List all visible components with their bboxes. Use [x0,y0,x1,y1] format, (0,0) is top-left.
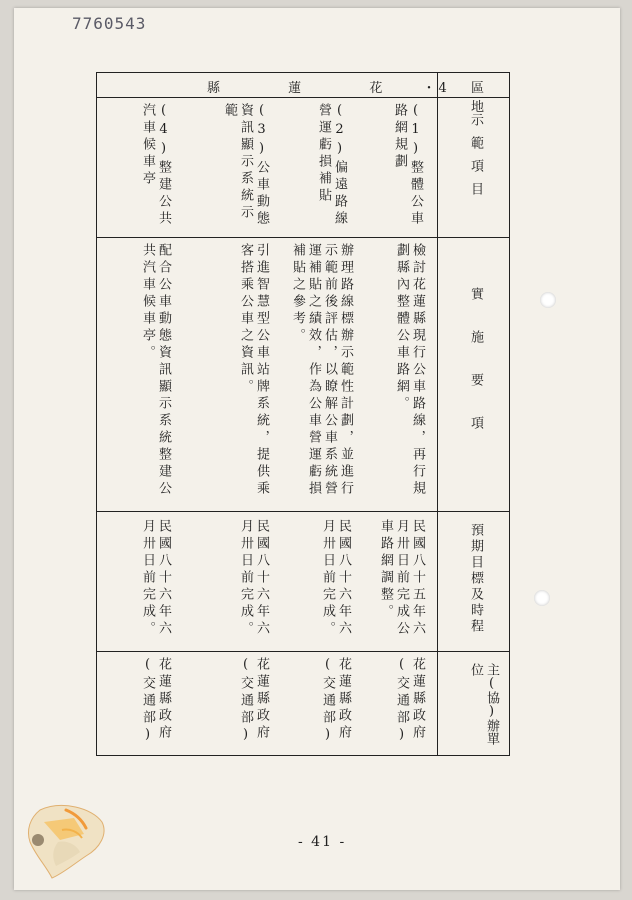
table-rule [97,511,509,512]
document-id: 7760543 [72,14,147,33]
table-rule [97,97,509,98]
project-implementation: 檢討花蓮縣現行公車路線，再行規劃縣內整體公車路網。 [394,243,425,498]
row-label-timeline: 預期目標及時程 [468,523,483,635]
project-timeline: 民國八十六年六月卅日前完成。 [140,519,171,638]
project-implementation: 配合公車動態資訊顯示系統整建公共汽車候車亭。 [140,243,171,498]
project-responsible: 花蓮縣政府(交通部) [320,657,351,746]
page-number: - 41 - [298,834,347,850]
project-responsible: 花蓮縣政府(交通部) [394,657,425,746]
row-label-items: 示範項目 [468,113,483,205]
table-rule [97,651,509,652]
project-item: (4)整建公共汽車候車亭 [140,103,171,228]
project-item: (3)公車動態資訊顯示系統示範 [222,103,269,228]
project-item: (2)偏遠路線營運虧損補貼 [316,103,347,228]
project-implementation: 引進智慧型公車站牌系統，提供乘客搭乘公車之資訊。 [238,243,269,498]
county-header: 縣 蓮 花 ・4 [207,81,450,96]
row-label-responsible: 主(協)辦單位 [468,663,499,745]
project-responsible: 花蓮縣政府(交通部) [140,657,171,746]
archive-map-logo-icon [22,800,114,882]
table-rule [97,237,509,238]
project-timeline: 民國八十五年六月卅日前完成公車路網調整。 [378,519,425,638]
project-responsible: 花蓮縣政府(交通部) [238,657,269,746]
table-rule [437,73,438,755]
project-timeline: 民國八十六年六月卅日前完成。 [320,519,351,638]
region-label: 區地 [471,81,503,115]
punch-hole [540,292,556,308]
punch-hole [534,590,550,606]
project-item: (1)整體公車路網規劃 [392,103,423,228]
row-label-implementation: 實施要項 [468,287,483,459]
project-timeline: 民國八十六年六月卅日前完成。 [238,519,269,638]
project-implementation: 辦理路線標辦示範性計劃，並進行示範前後評估，以瞭解公車系統營運補貼之績效，作為公車營運虧損補貼之參考。 [290,243,353,498]
project-table [96,72,510,756]
